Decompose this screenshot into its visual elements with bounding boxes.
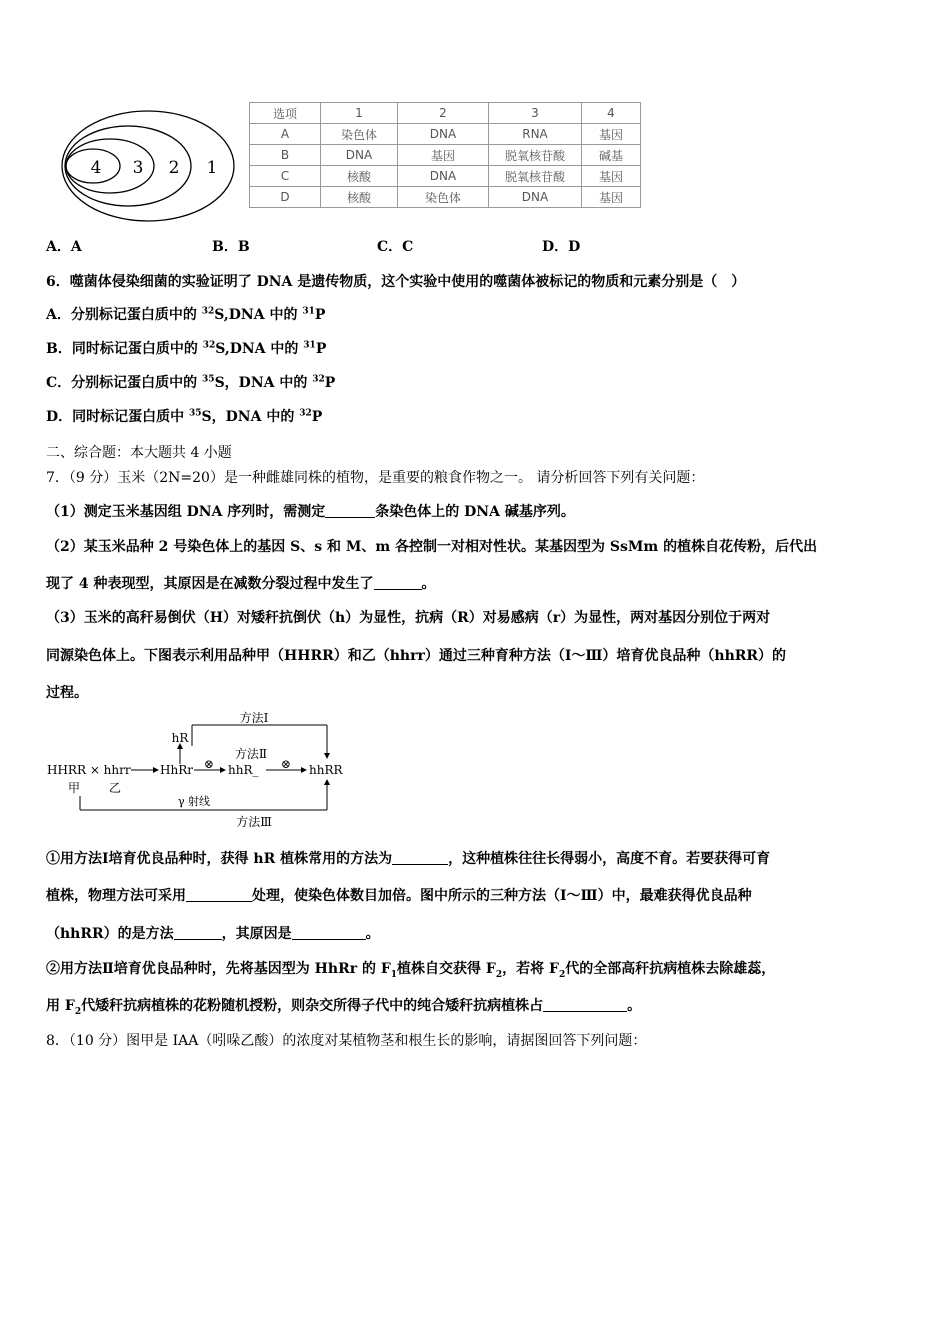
- options-table: [249, 102, 641, 208]
- q6-option-c[interactable]: [46, 372, 335, 392]
- q7-part3-line2: 同源染色体上。下图表示利用品种甲（HHRR）和乙（hhrr）通过三种育种方法（Ⅰ～Ⅲ）培育优良品种（hhRR）的: [46, 648, 787, 664]
- method3-label: 方法Ⅲ: [236, 815, 272, 829]
- q6-option-text: A．分别标记蛋白质中的: [46, 307, 202, 323]
- answer-blank[interactable]: [543, 997, 627, 1012]
- table-cell: RNA: [489, 124, 582, 145]
- q7-text: 植株，物理方法可采用: [46, 888, 186, 904]
- mass-number: 31: [302, 306, 315, 317]
- ellipse-label-4: 4: [90, 158, 102, 178]
- answer-blank[interactable]: [174, 925, 222, 940]
- q6-option-text: S,DNA 中的: [214, 307, 303, 323]
- q5-option-b[interactable]: B．B: [212, 239, 250, 255]
- table-cell: 染色体: [398, 187, 489, 208]
- method2-label: 方法Ⅱ: [234, 747, 268, 761]
- table-cell: C: [250, 166, 321, 187]
- q6-stem: 6．噬菌体侵染细菌的实验证明了 DNA 是遗传物质，这个实验中使用的噬菌体被标记的物质和元素分别是（ ）: [46, 274, 746, 290]
- jia-label: 甲: [67, 781, 81, 795]
- table-header-cell: 2: [398, 103, 489, 124]
- q6-option-text: P: [311, 409, 323, 425]
- subscript: 1: [390, 969, 398, 980]
- q6-option-text: C．分别标记蛋白质中的: [46, 375, 203, 391]
- q7-text: （1）测定玉米基因组 DNA 序列时，需测定: [46, 504, 326, 520]
- subscript: 2: [74, 1006, 82, 1017]
- mass-number: 32: [299, 408, 312, 419]
- table-cell: 基因: [582, 124, 641, 145]
- q7-sub2-line1: [46, 958, 775, 980]
- hR-label: hR: [171, 731, 189, 745]
- gamma-ray-label: γ 射线: [177, 795, 211, 808]
- q6-option-text: B．同时标记蛋白质中的: [46, 341, 203, 357]
- table-row: [250, 166, 641, 187]
- answer-blank[interactable]: [392, 850, 448, 865]
- table-cell: 核酸: [321, 187, 398, 208]
- table-header-cell: 选项: [250, 103, 321, 124]
- q7-text: 条染色体上的 DNA 碱基序列。: [375, 504, 575, 520]
- q7-text: ②用方法Ⅱ培育优良品种时，先将基因型为 HhRr 的 F: [46, 961, 391, 977]
- table-row: [250, 187, 641, 208]
- answer-blank[interactable]: [186, 887, 252, 902]
- hhR-label: hhR_: [228, 763, 259, 777]
- q7-text: ①用方法Ⅰ培育优良品种时，获得 hR 植株常用的方法为: [46, 851, 393, 867]
- q7-text: 。: [365, 926, 380, 942]
- ellipse-label-3: 3: [132, 158, 144, 178]
- q7-sub2-line2: [46, 995, 641, 1017]
- table-header-cell: 1: [321, 103, 398, 124]
- q7-sub1-line2: [46, 885, 752, 905]
- self-cross-icon: ⊗: [280, 757, 292, 771]
- answer-blank[interactable]: [374, 575, 422, 590]
- table-cell: 染色体: [321, 124, 398, 145]
- ellipse-label-2: 2: [168, 158, 180, 178]
- q6-option-a[interactable]: [46, 304, 325, 324]
- table-cell: 核酸: [321, 166, 398, 187]
- table-cell: DNA: [398, 166, 489, 187]
- table-cell: DNA: [321, 145, 398, 166]
- q6-option-d[interactable]: [46, 406, 322, 426]
- q5-option-d[interactable]: D．D: [542, 239, 581, 255]
- mass-number: 32: [202, 340, 216, 351]
- q7-part1: [46, 501, 575, 521]
- q7-sub1-line3: [46, 923, 380, 943]
- q7-part3-line1: （3）玉米的高秆易倒伏（H）对矮秆抗倒伏（h）为显性，抗病（R）对易感病（r）为显性，两对基因分别位于两对: [46, 610, 771, 626]
- q7-text: 用 F: [46, 998, 75, 1014]
- table-cell: 脱氧核苷酸: [489, 145, 582, 166]
- q7-text: 处理，使染色体数目加倍。图中所示的三种方法（Ⅰ～Ⅲ）中，最难获得优良品种: [252, 888, 752, 904]
- table-row: [250, 124, 641, 145]
- self-cross-icon: ⊗: [203, 757, 215, 771]
- q8-stem: 8．（10 分）图甲是 IAA（吲哚乙酸）的浓度对某植物茎和根生长的影响，请据图回答下列问题：: [46, 1033, 647, 1049]
- table-cell: DNA: [489, 187, 582, 208]
- q5-option-a[interactable]: A．A: [46, 239, 82, 255]
- answer-blank[interactable]: [292, 925, 366, 940]
- q7-text: 。: [627, 998, 642, 1014]
- table-header-row: [250, 103, 641, 124]
- q7-stem: 7．（9 分）玉米（2N=20）是一种雌雄同株的植物，是重要的粮食作物之一。 请分析回答下列有关问题：: [46, 470, 705, 486]
- table-cell: B: [250, 145, 321, 166]
- subscript: 2: [495, 969, 503, 980]
- q6-option-text: P: [315, 341, 327, 357]
- table-header-cell: 4: [582, 103, 641, 124]
- mass-number: 31: [303, 340, 316, 351]
- table-cell: 碱基: [582, 145, 641, 166]
- q7-part3-line3: 过程。: [46, 685, 88, 701]
- section-title: 二、综合题：本大题共 4 小题: [46, 445, 232, 461]
- q5-option-c[interactable]: C．C: [377, 239, 414, 255]
- cross-label: HHRR × hhrr: [47, 763, 131, 777]
- q7-sub1-line1: [46, 848, 770, 868]
- q7-text: 代的全部高秆抗病植株去除雄蕊，: [565, 961, 776, 977]
- table-header-cell: 3: [489, 103, 582, 124]
- q7-part2-line1: （2）某玉米品种 2 号染色体上的基因 S、s 和 M、m 各控制一对相对性状。某基因型为 SsMm 的植株自花传粉，后代出: [46, 539, 818, 555]
- q6-option-text: P: [314, 307, 326, 323]
- q7-part2-line2: [46, 573, 436, 593]
- breeding-methods-diagram: [44, 708, 354, 833]
- q7-text: ，这种植株往往长得弱小，高度不育。若要获得可育: [448, 851, 771, 867]
- hhRR-label: hhRR: [309, 763, 343, 777]
- ellipse-label-1: 1: [206, 158, 218, 178]
- q7-text: ，若将 F: [502, 961, 559, 977]
- nested-ellipses-diagram: [60, 108, 240, 226]
- table-cell: A: [250, 124, 321, 145]
- q6-option-text: S，DNA 中的: [214, 375, 313, 391]
- mass-number: 32: [201, 306, 215, 317]
- table-row: [250, 145, 641, 166]
- q6-option-text: P: [324, 375, 336, 391]
- mass-number: 32: [312, 374, 325, 385]
- q6-option-text: S，DNA 中的: [201, 409, 300, 425]
- table-cell: 脱氧核苷酸: [489, 166, 582, 187]
- table-cell: DNA: [398, 124, 489, 145]
- method1-label: 方法Ⅰ: [239, 711, 269, 725]
- table-cell: 基因: [398, 145, 489, 166]
- q7-text: （hhRR）的是方法: [46, 926, 174, 942]
- yi-label: 乙: [108, 781, 122, 795]
- answer-blank[interactable]: [325, 503, 375, 518]
- mass-number: 35: [202, 374, 215, 385]
- table-cell: 基因: [582, 187, 641, 208]
- HhRr-label: HhRr: [160, 763, 193, 777]
- q7-text: 现了 4 种表现型，其原因是在减数分裂过程中发生了: [46, 576, 374, 592]
- q7-text: 植株自交获得 F: [397, 961, 496, 977]
- table-cell: 基因: [582, 166, 641, 187]
- mass-number: 35: [189, 408, 202, 419]
- q6-option-b[interactable]: [46, 338, 326, 358]
- q6-option-text: D．同时标记蛋白质中: [46, 409, 190, 425]
- q6-option-text: S,DNA 中的: [215, 341, 304, 357]
- q7-text: ，其原因是: [221, 926, 292, 942]
- q7-text: 代矮秆抗病植株的花粉随机授粉，则杂交所得子代中的纯合矮秆抗病植株占: [81, 998, 544, 1014]
- table-cell: D: [250, 187, 321, 208]
- q7-text: 。: [421, 576, 436, 592]
- subscript: 2: [558, 969, 566, 980]
